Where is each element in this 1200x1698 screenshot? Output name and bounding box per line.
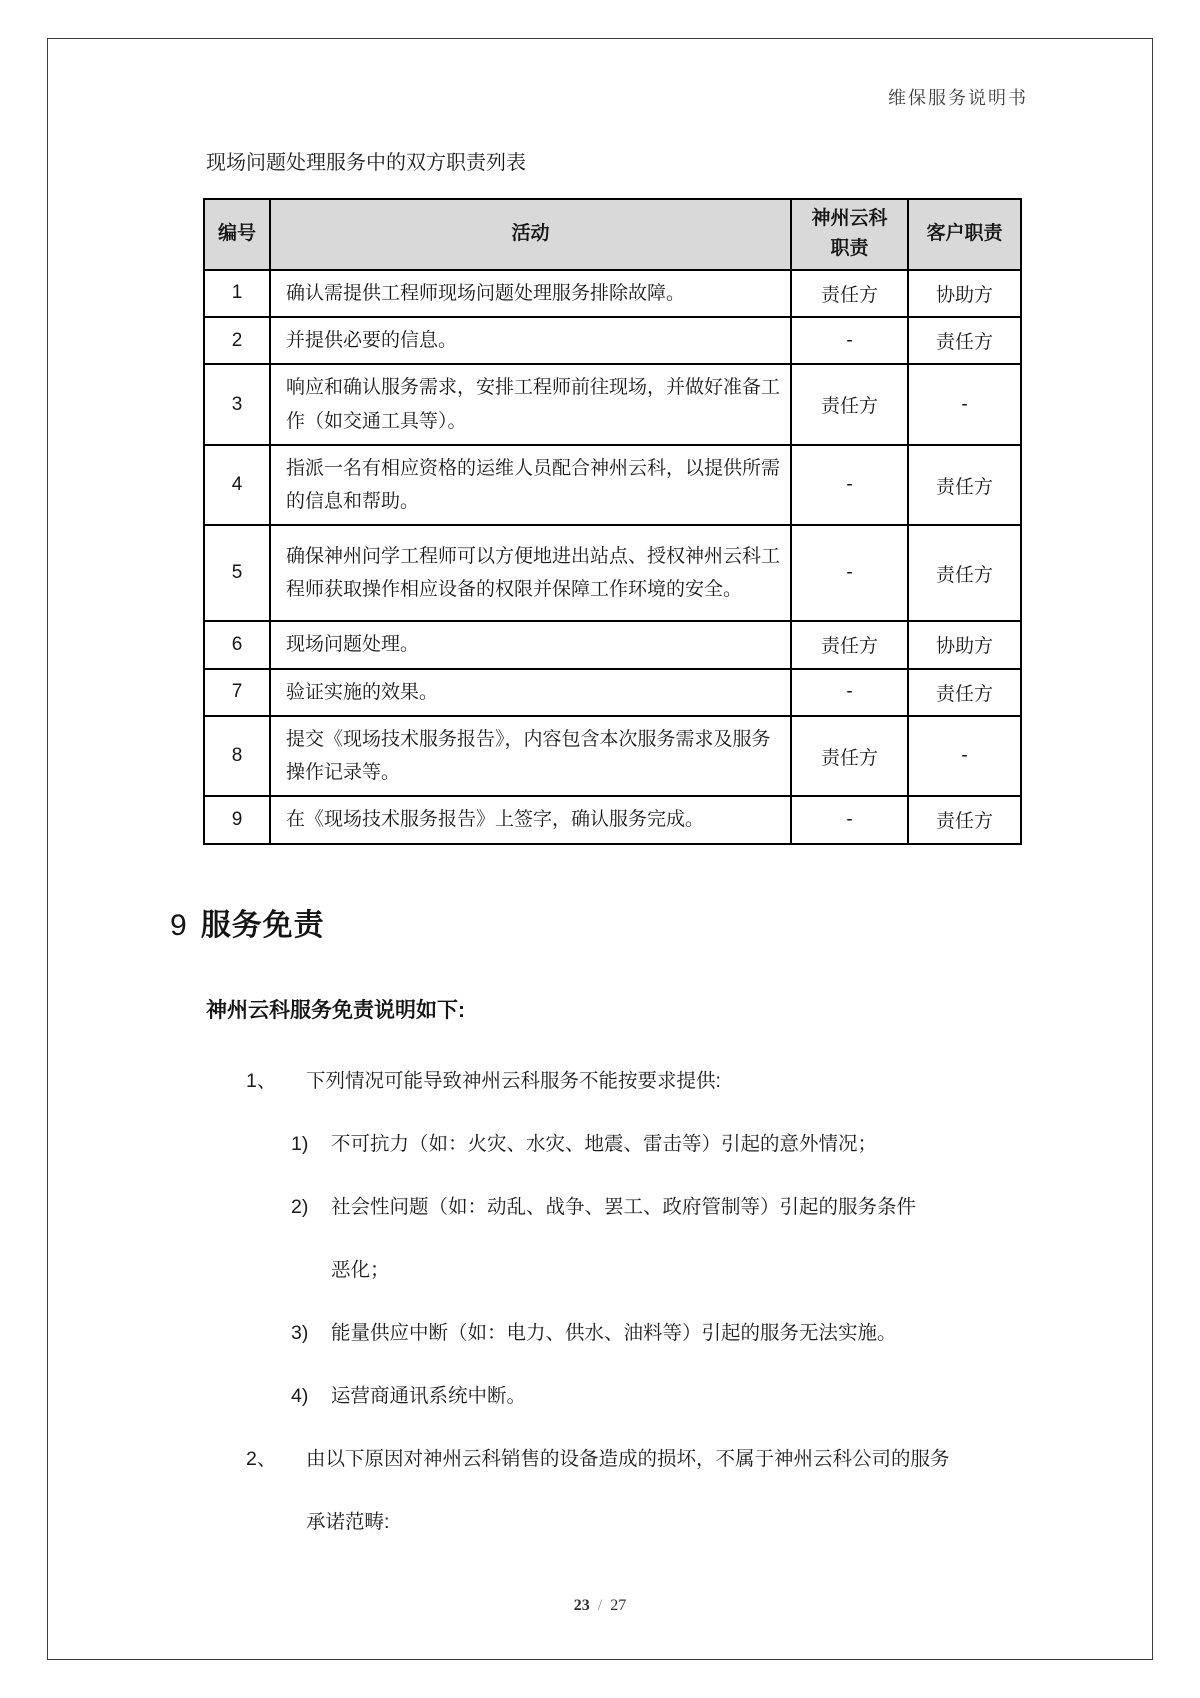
cell-activity: 指派一名有相应资格的运维人员配合神州云科，以提供所需的信息和帮助。 [270,445,791,526]
responsibility-table [203,198,1022,845]
document-header-title: 维保服务说明书 [888,88,1028,108]
cell-activity: 在《现场技术服务报告》上签字，确认服务完成。 [270,796,791,843]
cell-activity: 响应和确认服务需求，安排工程师前往现场，并做好准备工作（如交通工具等）。 [270,364,791,445]
list-item [206,1428,1066,1554]
cell-no: 4 [204,445,270,526]
list-marker: 4) [291,1385,309,1407]
table-row [204,445,1021,526]
header-cell-vendor [791,199,908,270]
page-number-separator: / [597,1597,603,1614]
section-number: 9 [170,909,187,942]
header-vendor-line1: 神州云科 [811,208,888,229]
cell-customer: 协助方 [908,621,1021,668]
table-row [204,621,1021,668]
list-item [206,1050,1066,1113]
table-caption: 现场问题处理服务中的双方职责列表 [206,152,526,174]
table-row [204,525,1021,621]
cell-vendor: 责任方 [791,270,908,317]
list-item-text-continued: 承诺范畴: [306,1511,390,1533]
cell-no: 8 [204,716,270,797]
cell-no: 2 [204,317,270,364]
cell-no: 9 [204,796,270,843]
cell-activity: 确保神州问学工程师可以方便地进出站点、授权神州云科工程师获取操作相应设备的权限并保障工作环境的安全。 [270,525,791,621]
table-row [204,270,1021,317]
cell-customer: - [908,716,1021,797]
header-cell-no: 编号 [204,199,270,270]
cell-customer: 责任方 [908,445,1021,526]
list-item [206,1113,1066,1176]
cell-vendor: - [791,669,908,716]
cell-vendor: 责任方 [791,716,908,797]
cell-customer: 责任方 [908,796,1021,843]
table-row [204,317,1021,364]
table-row [204,796,1021,843]
disclaimer-lead: 神州云科服务免责说明如下: [206,999,465,1022]
cell-vendor: - [791,445,908,526]
cell-activity: 并提供必要的信息。 [270,317,791,364]
cell-no: 6 [204,621,270,668]
list-marker: 2) [291,1196,309,1218]
list-item [206,1365,1066,1428]
cell-no: 7 [204,669,270,716]
list-marker: 3) [291,1322,309,1344]
table-row [204,669,1021,716]
cell-vendor: 责任方 [791,621,908,668]
table-row [204,716,1021,797]
list-item-text: 运营商通讯系统中断。 [331,1385,527,1407]
list-item-text: 不可抗力（如：火灾、水灾、地震、雷击等）引起的意外情况； [331,1133,878,1155]
list-item-text: 下列情况可能导致神州云科服务不能按要求提供: [306,1070,721,1092]
cell-activity: 确认需提供工程师现场问题处理服务排除故障。 [270,270,791,317]
list-marker: 1、 [246,1070,277,1092]
list-item-text: 社会性问题（如：动乱、战争、罢工、政府管制等）引起的服务条件 [331,1196,917,1218]
list-item-text: 由以下原因对神州云科销售的设备造成的损坏，不属于神州云科公司的服务 [306,1448,950,1470]
page-number-current: 23 [573,1597,590,1614]
header-vendor-line2: 职责 [830,238,869,260]
table-row [204,364,1021,445]
cell-no: 1 [204,270,270,317]
header-cell-activity: 活动 [270,199,791,270]
cell-vendor: - [791,525,908,621]
list-marker: 2、 [246,1448,277,1470]
cell-activity: 现场问题处理。 [270,621,791,668]
list-item [206,1176,1066,1302]
cell-vendor: - [791,317,908,364]
cell-customer: 责任方 [908,525,1021,621]
cell-activity: 验证实施的效果。 [270,669,791,716]
cell-activity: 提交《现场技术服务报告》，内容包含本次服务需求及服务操作记录等。 [270,716,791,797]
table-header-row [204,199,1021,270]
disclaimer-list [206,1050,1066,1554]
list-item [206,1302,1066,1365]
cell-customer: 责任方 [908,317,1021,364]
list-marker: 1) [291,1133,309,1155]
header-cell-customer: 客户职责 [908,199,1021,270]
cell-customer: - [908,364,1021,445]
list-item-text: 能量供应中断（如：电力、供水、油料等）引起的服务无法实施。 [331,1322,897,1344]
cell-no: 5 [204,525,270,621]
section-title: 服务免责 [200,909,325,942]
section-heading [170,900,325,944]
cell-customer: 责任方 [908,669,1021,716]
cell-no: 3 [204,364,270,445]
cell-vendor: 责任方 [791,364,908,445]
cell-customer: 协助方 [908,270,1021,317]
cell-vendor: - [791,796,908,843]
page-footer [0,1597,1200,1615]
responsibility-table-container [203,198,1022,845]
list-item-text-continued: 恶化； [331,1259,390,1281]
page-number-total: 27 [610,1597,627,1614]
